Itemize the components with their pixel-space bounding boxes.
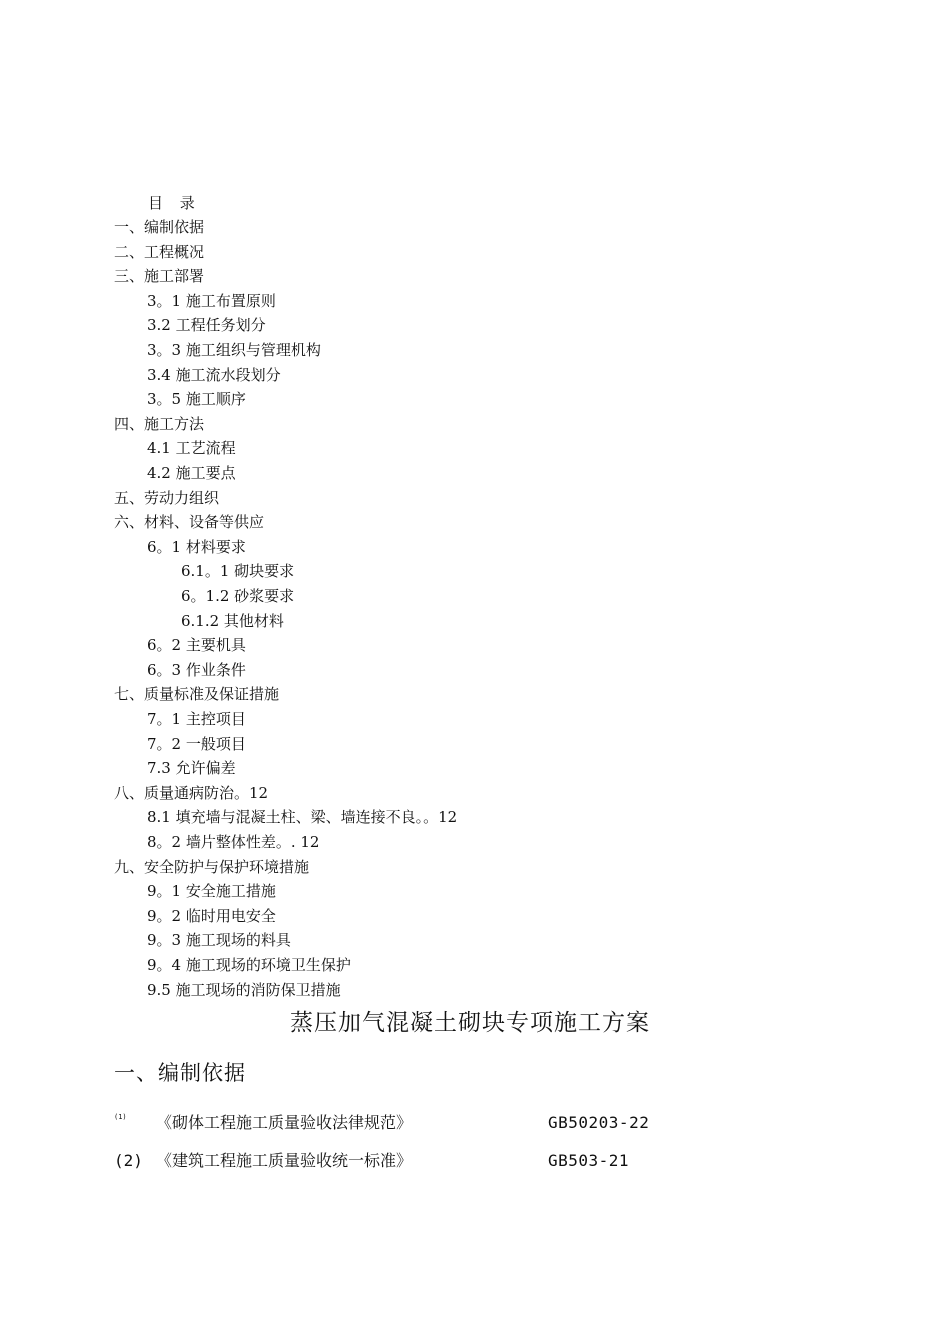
- toc-item[interactable]: 6。1.2 砂浆要求: [181, 587, 295, 605]
- toc-item[interactable]: 三、施工部署: [114, 267, 205, 286]
- toc-item[interactable]: 9。3 施工现场的料具: [147, 931, 291, 950]
- reference-title: 《建筑工程施工质量验收统一标准》: [156, 1151, 413, 1170]
- toc-item[interactable]: 6.1.2 其他材料: [181, 611, 284, 630]
- reference-code: GB503-21: [548, 1151, 630, 1170]
- reference-row: [0, 1149, 950, 1173]
- reference-number: (2): [114, 1151, 143, 1170]
- toc-item[interactable]: 8.1 填充墙与混凝土柱、梁、墙连接不良。。12: [147, 808, 458, 827]
- toc-item[interactable]: 六、材料、设备等供应: [114, 513, 265, 532]
- toc-item[interactable]: 6。2 主要机具: [147, 636, 246, 655]
- toc-item[interactable]: 9。2 临时用电安全: [147, 906, 276, 925]
- reference-title: 《砌体工程施工质量验收法律规范》: [156, 1113, 413, 1132]
- toc-item[interactable]: 9。1 安全施工措施: [147, 882, 276, 901]
- section-heading: 一、编制依据: [114, 1061, 246, 1085]
- toc-item[interactable]: 6.1。1 砌块要求: [181, 562, 295, 581]
- toc-item[interactable]: 9。4 施工现场的环境卫生保护: [147, 956, 351, 974]
- toc-item[interactable]: 3.2 工程任务划分: [147, 316, 266, 335]
- document-title: 蒸压加气混凝土砌块专项施工方案: [290, 1010, 650, 1036]
- toc-item[interactable]: 6。3 作业条件: [147, 660, 246, 679]
- toc-item[interactable]: 一、编制依据: [114, 218, 205, 236]
- toc-item[interactable]: 4.2 施工要点: [147, 464, 236, 482]
- toc-item[interactable]: 四、施工方法: [114, 414, 205, 433]
- toc-item[interactable]: 五、劳动力组织: [114, 488, 220, 507]
- toc-title: 目 录: [148, 194, 201, 212]
- reference-number: (1): [114, 1113, 127, 1121]
- reference-row: [0, 1111, 950, 1135]
- toc-item[interactable]: 九、安全防护与保护环境措施: [114, 857, 310, 876]
- reference-code: GB50203-22: [548, 1113, 650, 1132]
- toc-item[interactable]: 八、质量通病防治。12: [114, 783, 269, 802]
- toc-item[interactable]: 9.5 施工现场的消防保卫措施: [147, 980, 341, 999]
- toc-item[interactable]: 3.4 施工流水段划分: [147, 365, 281, 384]
- toc-item[interactable]: 7。2 一般项目: [147, 734, 246, 753]
- toc-item[interactable]: 3。1 施工布置原则: [147, 291, 276, 310]
- toc-item[interactable]: 7.3 允许偏差: [147, 759, 236, 778]
- toc-item[interactable]: 3。5 施工顺序: [147, 390, 246, 409]
- toc-item[interactable]: 二、工程概况: [114, 242, 205, 261]
- toc-item[interactable]: 七、质量标准及保证措施: [114, 685, 280, 704]
- toc-item[interactable]: 7。1 主控项目: [147, 710, 246, 728]
- toc-item[interactable]: 3。3 施工组织与管理机构: [147, 341, 321, 359]
- toc-item[interactable]: 4.1 工艺流程: [147, 439, 236, 458]
- toc-item[interactable]: 6。1 材料要求: [147, 537, 246, 556]
- toc-item[interactable]: 8。2 墙片整体性差。. 12: [147, 833, 320, 851]
